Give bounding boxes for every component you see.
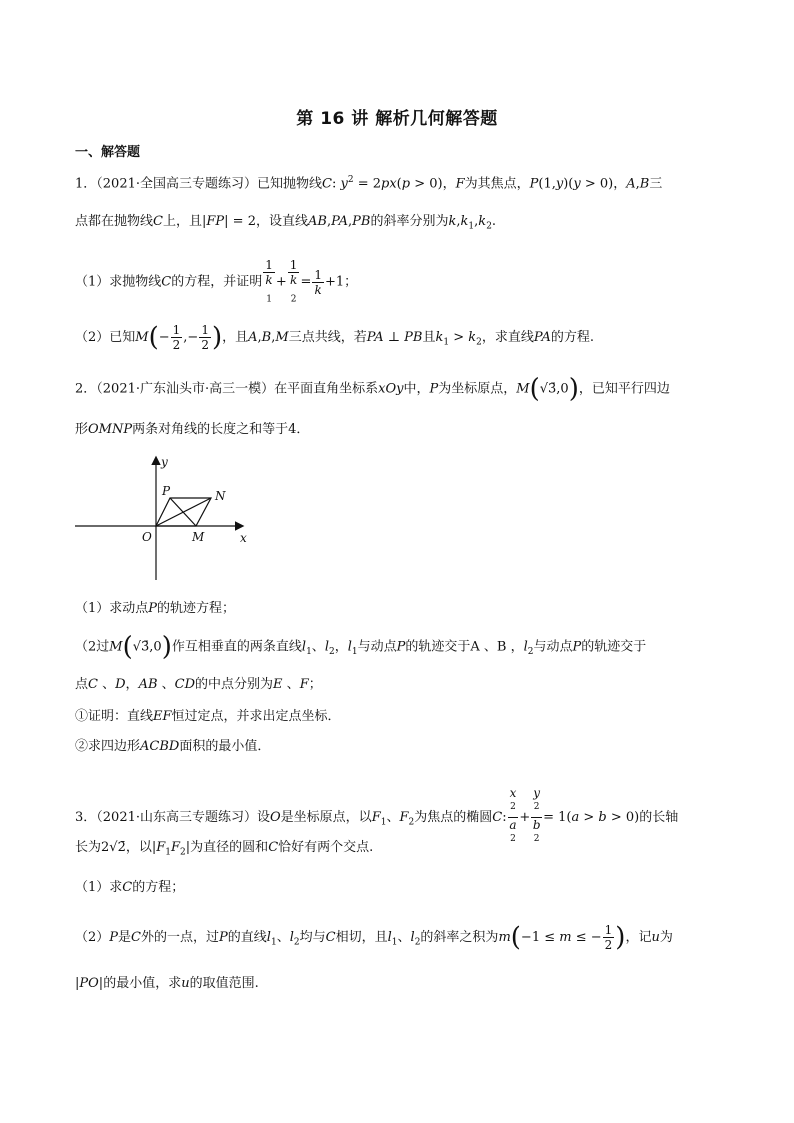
p3-text: 为直径的圆和: [190, 840, 269, 855]
math: AB: [138, 677, 158, 692]
math: CD: [174, 677, 196, 692]
p2-text: 面积的最小值．: [179, 739, 271, 754]
math: u: [651, 930, 660, 945]
p1-text: ，: [613, 176, 627, 192]
math: M: [275, 330, 289, 345]
problem-2-line-1: 2．（2021·广东汕头市·高三一模）在平面直角坐标系xOy中，P为坐标原点，M(√3̄,0)，已知平行四边: [75, 374, 670, 404]
p1-text: ，求直线: [481, 330, 534, 345]
p1-text: ，: [442, 176, 456, 192]
p2-text: 恒过定点，并求出定点坐标．: [171, 709, 341, 724]
math: OMNP: [88, 422, 133, 437]
p3-text: 相切，且: [335, 930, 388, 945]
math: A: [626, 176, 636, 192]
math: C: [325, 930, 336, 945]
p3-text: 恰好有两个交点.: [278, 840, 374, 855]
p1-text: 三: [649, 176, 663, 192]
problem-2-sub-2: （2过M(√3̄,0)作互相垂直的两条直线$l_1$、$l_2$，$l_1$与动点P的轨迹交于A 、B ，$l_2$与动点P的轨迹交于: [75, 632, 647, 662]
p1-text: 的方程，并证明: [171, 274, 263, 290]
label-O: O: [142, 530, 152, 544]
math: a: [571, 810, 580, 825]
parallelogram-figure: [70, 450, 260, 585]
math: P: [148, 601, 158, 616]
math: F: [399, 810, 409, 825]
math: C: [322, 176, 332, 192]
p3-text: （2）: [75, 930, 110, 945]
problem-1-sub-1: （1）求抛物线C的方程，并证明 1 k $_1$ + 1 k $_2$ = $\frac{1}{k}$ +1；: [75, 258, 358, 305]
math: EF: [153, 709, 172, 724]
p3-text: 的方程；: [132, 880, 185, 895]
p2-text: ，: [334, 639, 348, 655]
p1-text: 且: [422, 330, 436, 345]
math: y: [340, 176, 348, 192]
math: b: [598, 810, 607, 825]
p3-text: 的最小值，求: [103, 976, 182, 991]
math: C: [122, 880, 133, 895]
p2-text: 4．: [288, 422, 310, 437]
math: P: [109, 930, 119, 945]
math: PA: [533, 330, 551, 345]
p3-text: 外的一点，过: [141, 930, 220, 945]
p2-text: 与动点: [533, 639, 573, 655]
math: y: [555, 176, 564, 192]
math: k: [460, 214, 469, 229]
math: ACBD: [140, 739, 180, 754]
p2-text: ，: [125, 677, 139, 692]
p2-text: 的轨迹方程；: [157, 601, 236, 616]
p3-text: 均与: [299, 930, 326, 945]
math: FP: [206, 214, 225, 229]
p2-text: ②求四边形: [75, 739, 141, 754]
problem-1-line-1: 1．（2021·全国高三专题练习）已知抛物线C: $y^2 = 2px(p > 0)$，F为其焦点，P(1,y)(y > 0)，A,B三: [75, 175, 663, 192]
p1-text: 三点共线，若: [288, 330, 367, 345]
p2-text: 的中点分别为: [195, 677, 274, 692]
math: P: [429, 381, 439, 397]
problem-2-sub-1: [75, 600, 235, 618]
problem-3-sub-1: [75, 879, 184, 897]
fraction: $\frac{1}{k}$: [314, 267, 322, 297]
math: m: [498, 930, 511, 945]
p2-text: 点: [75, 677, 89, 692]
problem-2-line-2: [75, 421, 309, 439]
math: l: [301, 639, 307, 655]
math: P: [572, 639, 582, 655]
math: C: [161, 274, 172, 290]
math: k: [448, 214, 457, 229]
p3-text: 的直线: [227, 930, 267, 945]
math: l: [266, 930, 271, 945]
math: A: [248, 330, 258, 345]
math: l: [347, 639, 352, 655]
p3-text: ，记: [625, 930, 652, 945]
problem-2-sub-2-cont: 点C 、D，AB 、CD的中点分别为E 、F；: [75, 677, 322, 692]
math: AB: [307, 214, 327, 229]
label-y: y: [161, 455, 168, 469]
diagonal-pm: [170, 498, 196, 526]
math: E: [273, 677, 283, 692]
problem-1-line-2: 点都在抛物线C上，且|FP| = 2，设直线AB,PA,PB的斜率分别为$k,k_1,k_2$.: [75, 214, 497, 232]
math: C: [131, 930, 141, 945]
p3-text: 3．（2021·山东高三专题练习）设: [75, 810, 270, 825]
math: F: [156, 840, 166, 855]
math: D: [115, 677, 126, 692]
problem-3-sub-2: （2）P是C外的一点，过P的直线$l_1$、$l_2$均与C相切，且$l_1$、$l_2$的斜率之积为m(−1 ≤ m ≤ − $\frac{1}{2}$ )，记u为: [75, 922, 673, 953]
p2-text: 与动点: [357, 639, 397, 655]
p2-text: 两条对角线的长度之和等于: [132, 422, 289, 437]
math: F: [455, 176, 465, 192]
fraction: 1 k $_2$: [289, 258, 298, 305]
p2-text: ，已知平行四边: [578, 381, 670, 397]
p1-text: （2）已知: [75, 330, 136, 345]
problem-3-line-2: 长为2√2̄，以$|F_1F_2|$为直径的圆和C恰好有两个交点.: [75, 840, 374, 858]
math: k: [468, 330, 477, 345]
label-M: M: [192, 530, 205, 544]
math: PB: [352, 214, 371, 229]
label-N: N: [215, 489, 226, 503]
math: l: [523, 639, 528, 655]
p2-text: （1）求动点: [75, 601, 149, 616]
math: u: [181, 976, 190, 991]
math: F: [171, 840, 181, 855]
math: F: [299, 677, 309, 692]
math: k: [435, 330, 444, 345]
p1-text: ，且: [222, 330, 249, 345]
math: k: [478, 214, 487, 229]
math: O: [270, 810, 281, 825]
math: px: [381, 176, 397, 192]
math: PA: [331, 214, 349, 229]
math: PB: [404, 330, 423, 345]
p1-text: 点都在抛物线: [75, 214, 154, 229]
p3-text: 的长轴: [639, 810, 679, 825]
math: l: [324, 639, 329, 655]
p1-text: （1）求抛物线: [75, 274, 162, 290]
problem-2-claim-1: [75, 708, 341, 726]
problem-3-sub-2-cont: |PO|的最小值，求u的取值范围.: [75, 976, 259, 991]
p3-text: ，以: [125, 840, 152, 855]
math: C: [268, 840, 279, 855]
math: P: [529, 176, 539, 192]
math: l: [410, 930, 415, 945]
p2-text: 作互相垂直的两条直线: [171, 639, 302, 655]
math: F: [371, 810, 381, 825]
p2-text: 的轨迹交于A 、B ，: [405, 639, 524, 655]
math: B: [639, 176, 650, 192]
p1-text: 的方程.: [550, 330, 595, 345]
p3-text: 为: [659, 930, 673, 945]
section-heading: 一、解答题: [75, 145, 141, 160]
label-x: x: [240, 531, 247, 545]
math: C: [88, 677, 98, 692]
p2-text: 为坐标原点，: [438, 381, 517, 397]
math: PA: [366, 330, 384, 345]
p2-text: （2过: [75, 639, 110, 655]
math: C: [492, 810, 503, 825]
fraction: y $^2$ b $^2$: [532, 786, 541, 844]
p2-text: ；: [308, 677, 322, 692]
p2-text: 中，: [403, 381, 430, 397]
p1-text: 为其焦点，: [464, 176, 530, 192]
math: C: [153, 214, 163, 229]
p1-text: ，设直线: [255, 214, 308, 229]
fraction: $\frac{1}{2}$: [201, 323, 209, 352]
label-P: P: [162, 484, 171, 498]
math: l: [387, 930, 392, 945]
p2-text: 形: [75, 422, 89, 437]
p2-text: 的轨迹交于: [581, 639, 647, 655]
problem-3-line-1: 3．（2021·山东高三专题练习）设O是坐标原点，以$F_1$、$F_2$为焦点的椭圆C: x $^2$ a $^2$ + y $^2$ b $^2$ = 1(a > b > 0)的长轴: [75, 786, 678, 849]
p2-text: 2．（2021·广东汕头市·高三一模）在平面直角坐标系: [75, 381, 379, 397]
math: P: [219, 930, 228, 945]
p3-text: 的取值范围.: [189, 976, 259, 991]
p3-text: 是: [118, 930, 132, 945]
fraction: $\frac{1}{2}$: [172, 323, 181, 352]
problem-1-sub-2: （2）已知M(− $\frac{1}{2}$ ,− $\frac{1}{2}$ )，且A,B,M三点共线，若PA ⊥ PB且$k_1 > k_2$，求直线PA的方程.: [75, 322, 595, 353]
math: M: [109, 639, 123, 655]
fraction: 1 k $_1$: [265, 258, 273, 305]
math: l: [289, 930, 294, 945]
p3-text: 是坐标原点，以: [280, 810, 372, 825]
p1-text: 上，且: [162, 214, 202, 229]
fraction: $\frac{1}{2}$: [604, 923, 613, 952]
p3-text: （1）求: [75, 880, 123, 895]
p3-text: 为焦点的椭圆: [414, 810, 493, 825]
math: PO: [79, 976, 99, 991]
p1-text: 的斜率分别为: [370, 214, 449, 229]
p3-text: 长为: [75, 840, 102, 855]
problem-2-claim-2: [75, 738, 270, 756]
math: xOy: [378, 381, 404, 397]
p2-text: ①证明：直线: [75, 709, 154, 724]
math: M: [516, 381, 530, 397]
math: M: [135, 330, 149, 345]
math: y: [573, 176, 581, 192]
p1-text: 1．（2021·全国高三专题练习）已知抛物线: [75, 176, 322, 192]
fraction: x $^2$ a $^2$: [509, 786, 517, 844]
math: B: [261, 330, 272, 345]
math: P: [396, 639, 406, 655]
page-title: 第 16 讲 解析几何解答题: [296, 109, 498, 129]
p3-text: 的斜率之积为: [420, 930, 499, 945]
math: m: [559, 930, 572, 945]
math: p: [401, 176, 411, 192]
